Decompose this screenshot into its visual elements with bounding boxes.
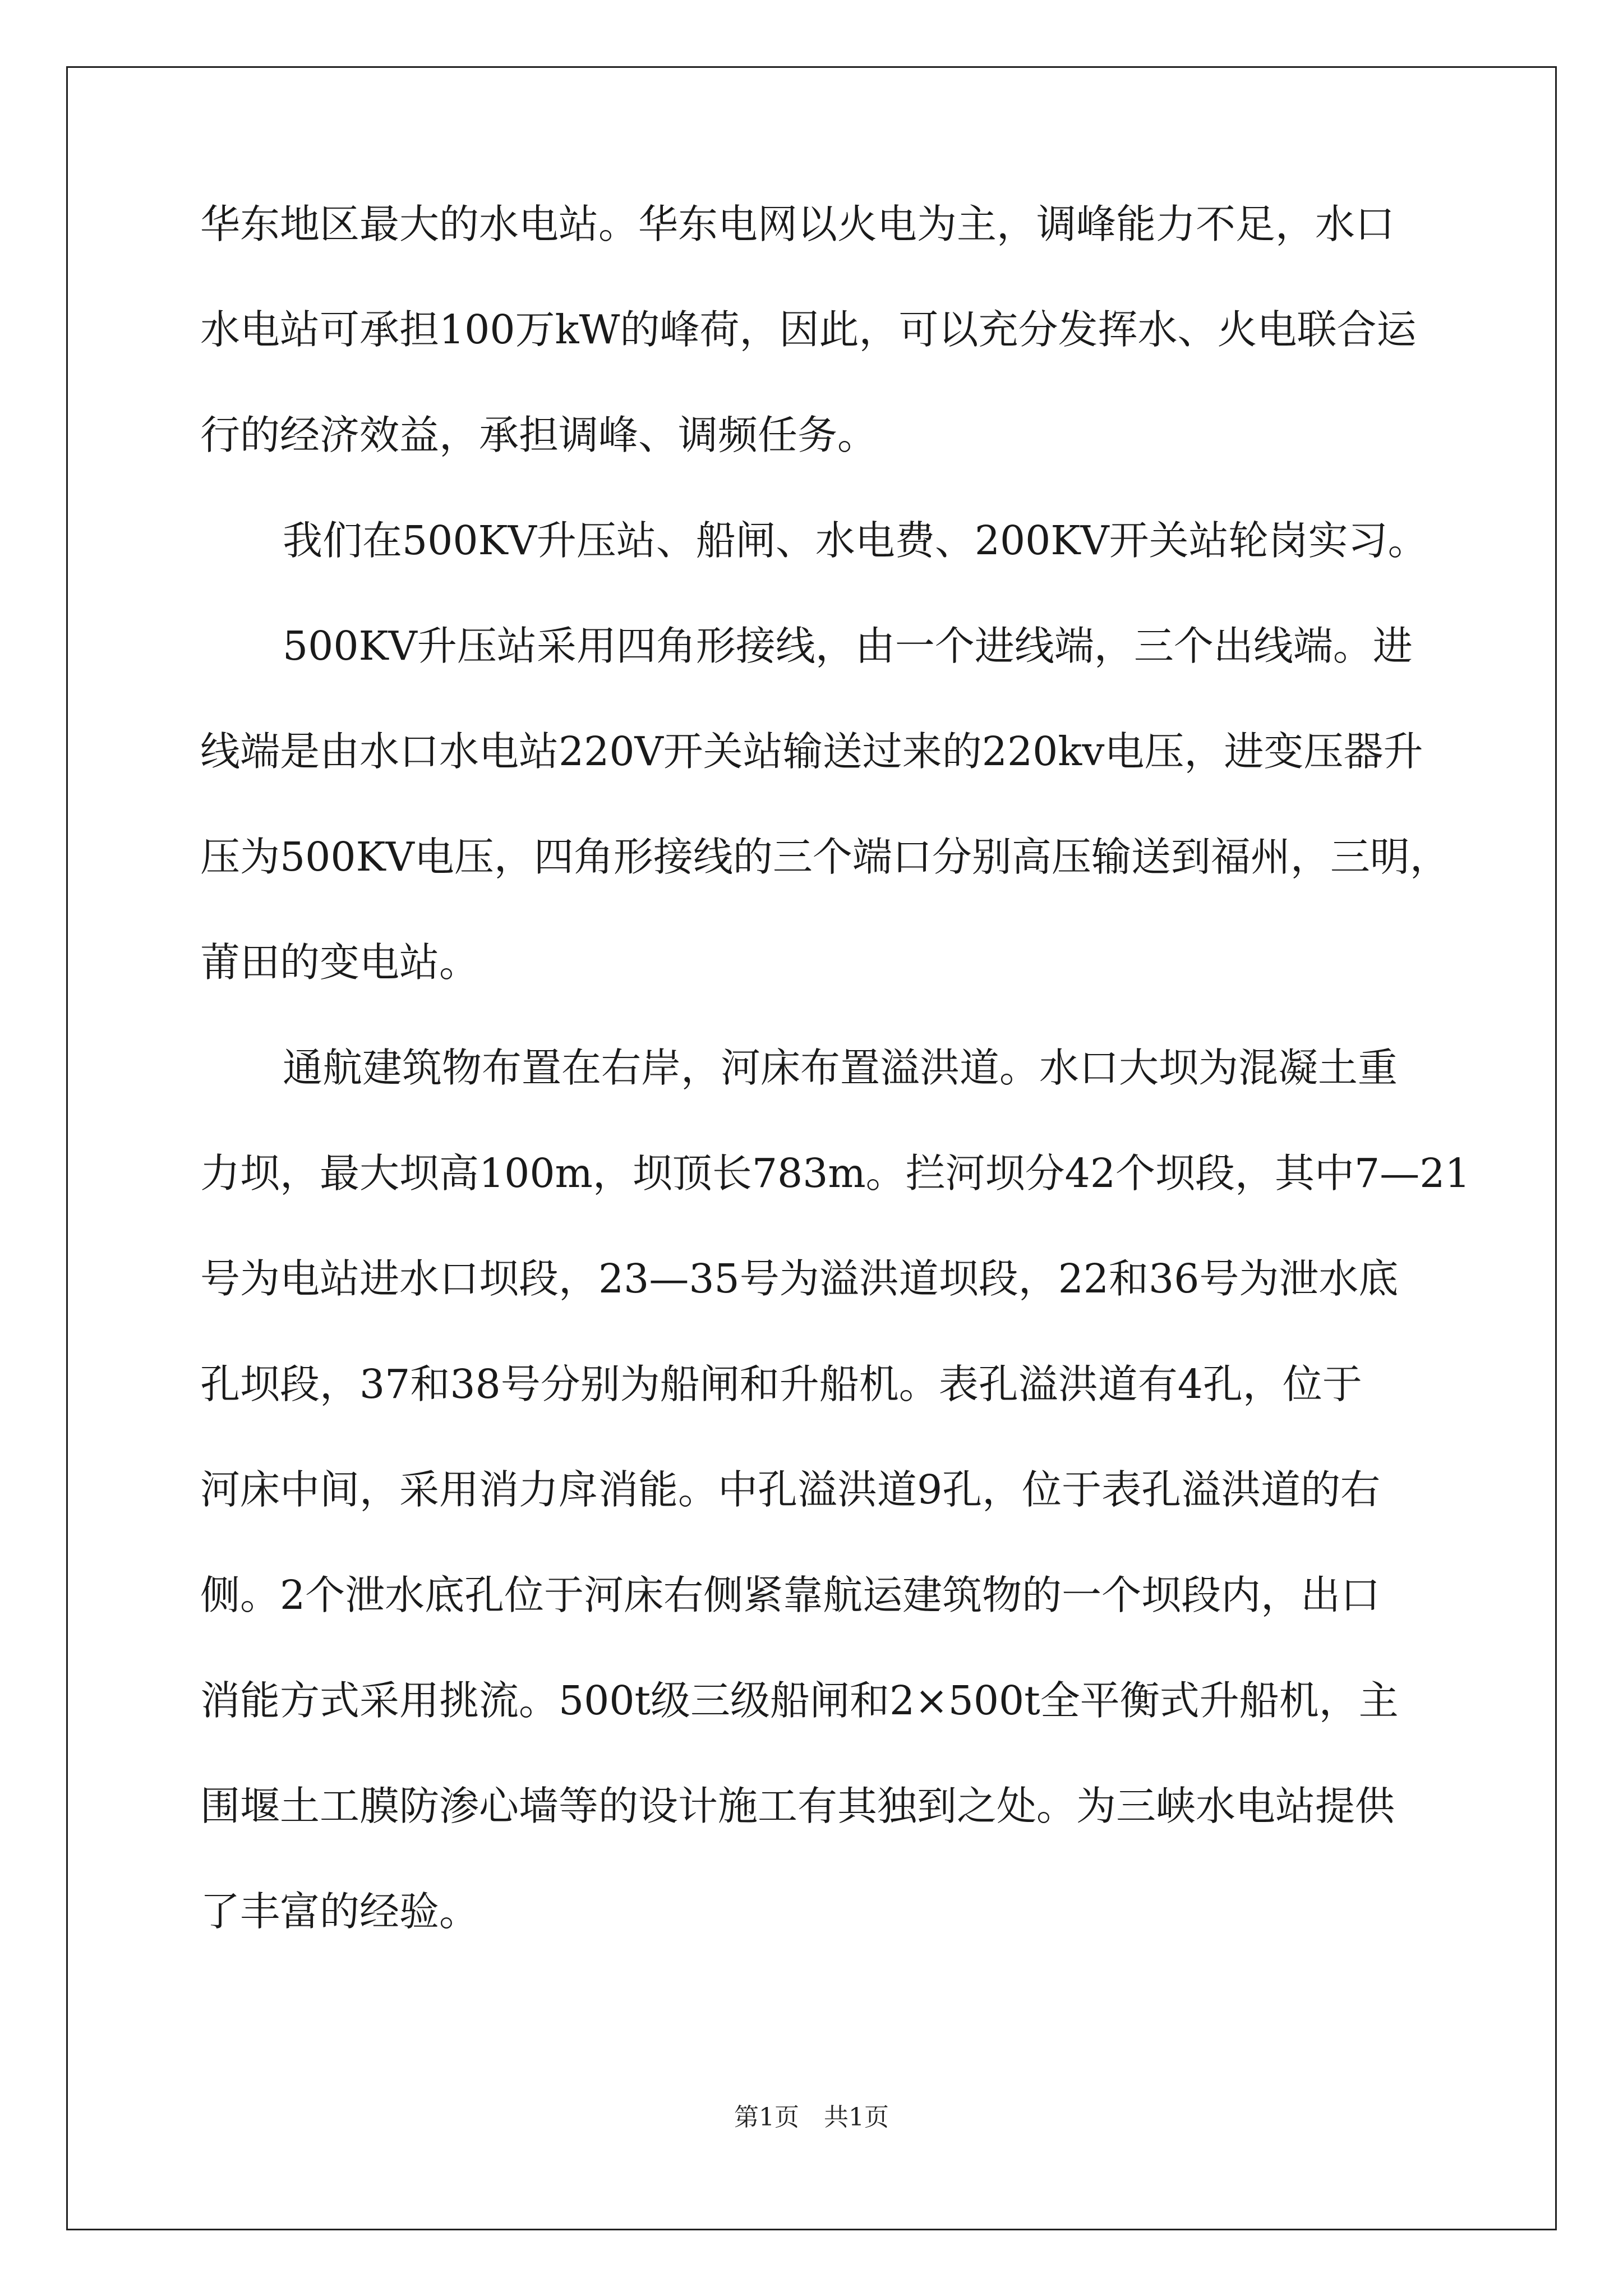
text-line: 我们在500KV升压站、船闸、水电费、200KV开关站轮岗实习。 xyxy=(283,517,1428,564)
text-line: 力坝，最大坝高100m，坝顶长783m。拦河坝分42个坝段，其中7—21 xyxy=(200,1150,1470,1197)
text-line: 500KV升压站采用四角形接线，由一个进线端，三个出线端。进 xyxy=(283,623,1413,669)
text-line: 号为电站进水口坝段，23—35号为溢洪道坝段，22和36号为泄水底 xyxy=(200,1255,1399,1302)
page-number: 第1页 共1页 xyxy=(734,2103,889,2132)
text-line: 行的经济效益，承担调峰、调频任务。 xyxy=(200,412,878,458)
text-line: 线端是由水口水电站220V开关站输送过来的220kv电压，进变压器升 xyxy=(200,728,1423,775)
text-line: 河床中间，采用消力戽消能。中孔溢洪道9孔，位于表孔溢洪道的右 xyxy=(200,1466,1381,1513)
text-line: 围堰土工膜防渗心墙等的设计施工有其独到之处。为三峡水电站提供 xyxy=(200,1783,1395,1829)
text-line: 孔坝段，37和38号分别为船闸和升船机。表孔溢洪道有4孔，位于 xyxy=(200,1361,1362,1407)
text-line: 通航建筑物布置在右岸，河床布置溢洪道。水口大坝为混凝土重 xyxy=(283,1045,1398,1091)
text-line: 了丰富的经验。 xyxy=(200,1888,479,1935)
text-line: 水电站可承担100万kW的峰荷，因此，可以充分发挥水、火电联合运 xyxy=(200,306,1417,353)
text-line: 华东地区最大的水电站。华东电网以火电为主，调峰能力不足，水口 xyxy=(200,201,1395,247)
text-line: 压为500KV电压，四角形接线的三个端口分别高压输送到福州，三明， xyxy=(200,834,1450,880)
text-line: 侧。2个泄水底孔位于河床右侧紧靠航运建筑物的一个坝段内，出口 xyxy=(200,1572,1381,1618)
text-line: 莆田的变电站。 xyxy=(200,939,479,986)
text-line: 消能方式采用挑流。500t级三级船闸和2×500t全平衡式升船机，主 xyxy=(200,1677,1399,1724)
